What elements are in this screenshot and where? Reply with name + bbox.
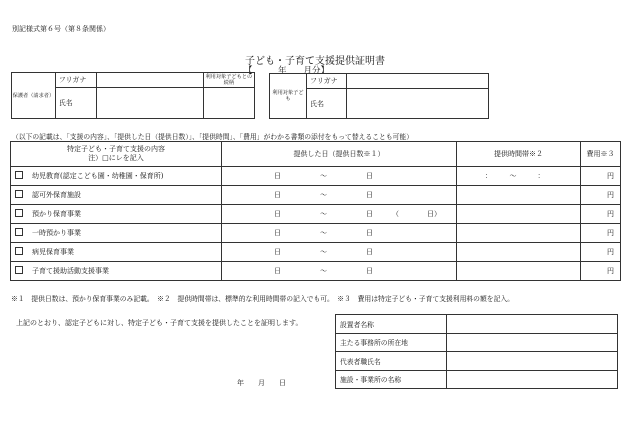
days-cell[interactable] bbox=[222, 205, 457, 224]
support-table bbox=[10, 141, 621, 281]
child-furigana-label: フリガナ bbox=[307, 74, 347, 89]
support-type-cell bbox=[11, 186, 222, 205]
facility-label: 代表者職氏名 bbox=[336, 352, 447, 371]
table-row bbox=[11, 205, 621, 224]
table-row bbox=[11, 224, 621, 243]
facility-value[interactable] bbox=[447, 315, 618, 334]
day-start-unit: 日 bbox=[274, 191, 281, 199]
cost-cell[interactable]: 円 bbox=[581, 205, 621, 224]
header-cost: 費用※３ bbox=[581, 142, 621, 167]
header-col1-text: 特定子ども・子育て支援の内容 bbox=[67, 145, 165, 153]
support-type-cell bbox=[11, 224, 222, 243]
time-cell[interactable] bbox=[457, 262, 581, 281]
support-type-cell bbox=[11, 243, 222, 262]
guardian-furigana-field[interactable] bbox=[96, 73, 203, 88]
day-count: （ 日） bbox=[392, 210, 441, 218]
checkbox[interactable] bbox=[15, 190, 23, 198]
facility-value[interactable] bbox=[447, 370, 618, 389]
time-cell[interactable] bbox=[457, 243, 581, 262]
facility-value[interactable] bbox=[447, 333, 618, 352]
facility-row bbox=[336, 352, 618, 371]
days-cell[interactable] bbox=[222, 224, 457, 243]
guardian-name-label: 氏名 bbox=[55, 88, 96, 119]
facility-row bbox=[336, 315, 618, 334]
range-tilde: ～ bbox=[320, 248, 327, 256]
support-type-label: 一時預かり事業 bbox=[32, 229, 81, 237]
table-row bbox=[11, 167, 621, 186]
time-cell[interactable] bbox=[457, 186, 581, 205]
day-end-unit: 日 bbox=[366, 267, 373, 275]
days-cell[interactable] bbox=[222, 262, 457, 281]
day-end-unit: 日 bbox=[366, 191, 373, 199]
range-tilde: ～ bbox=[320, 229, 327, 237]
facility-value[interactable] bbox=[447, 352, 618, 371]
support-type-label: 子育て援助活動支援事業 bbox=[32, 267, 109, 275]
day-end-unit: 日 bbox=[366, 210, 373, 218]
range-tilde: ～ bbox=[320, 210, 327, 218]
time-range: ： ～ ： bbox=[485, 172, 545, 180]
facility-label: 設置者名称 bbox=[336, 315, 447, 334]
support-type-cell bbox=[11, 205, 222, 224]
time-cell[interactable] bbox=[457, 224, 581, 243]
day-start-unit: 日 bbox=[274, 267, 281, 275]
cost-cell[interactable]: 円 bbox=[581, 262, 621, 281]
facility-label: 施設・事業所の名称 bbox=[336, 370, 447, 389]
range-tilde: ～ bbox=[320, 172, 327, 180]
support-type-label: 預かり保育事業 bbox=[32, 210, 81, 218]
checkbox[interactable] bbox=[15, 266, 23, 274]
attachment-note: （以下の記載は、「支援の内容」、「提供した日（提供日数）」、「提供時間」、「費用」がわかる書類の添付をもって替えることも可能） bbox=[12, 133, 414, 141]
table-row bbox=[11, 186, 621, 205]
header-col1-sub: 注）□にレを記入 bbox=[88, 154, 144, 162]
day-end-unit: 日 bbox=[366, 229, 373, 237]
relationship-label: 利用対象子どもとの続柄 bbox=[203, 73, 254, 88]
guardian-furigana-label: フリガナ bbox=[55, 73, 96, 88]
day-start-unit: 日 bbox=[274, 172, 281, 180]
guardian-side-label: 保護者（請求者） bbox=[12, 73, 56, 119]
checkbox[interactable] bbox=[15, 209, 23, 217]
relationship-field[interactable] bbox=[203, 88, 254, 119]
checkbox[interactable] bbox=[15, 228, 23, 236]
issue-date: 年 月 日 bbox=[237, 379, 286, 387]
table-row bbox=[11, 262, 621, 281]
facility-table bbox=[335, 314, 618, 389]
table-row bbox=[11, 243, 621, 262]
form-id: 別記様式第６号（第８条関係） bbox=[12, 25, 110, 33]
day-end-unit: 日 bbox=[366, 172, 373, 180]
support-type-cell bbox=[11, 167, 222, 186]
support-type-cell bbox=[11, 262, 222, 281]
time-cell[interactable] bbox=[457, 205, 581, 224]
day-start-unit: 日 bbox=[274, 229, 281, 237]
certification-text: 上記のとおり、認定子どもに対し、特定子ども・子育て支援を提供したことを証明します。 bbox=[16, 319, 303, 327]
header-time: 提供時間帯※２ bbox=[457, 142, 581, 167]
child-table bbox=[269, 73, 489, 119]
support-type-label: 認可外保育施設 bbox=[32, 191, 81, 199]
cost-cell[interactable]: 円 bbox=[581, 224, 621, 243]
support-type-label: 幼児教育(認定こども園・幼稚園・保育所) bbox=[32, 172, 164, 180]
page-title: 子ども・子育て支援提供証明書 bbox=[245, 56, 385, 67]
days-cell[interactable] bbox=[222, 243, 457, 262]
guardian-table bbox=[11, 72, 255, 119]
footnote: ※１ 提供日数は、預かり保育事業のみ記載。 ※２ 提供時間帯は、標準的な利用時間帯の記入でも可。 ※３ 費用は特定子ども・子育て支援利用料の額を記入。 bbox=[11, 295, 514, 303]
guardian-name-field[interactable] bbox=[96, 88, 203, 119]
days-cell[interactable] bbox=[222, 186, 457, 205]
time-cell[interactable] bbox=[457, 167, 581, 186]
header-days: 提供した日（提供日数※１） bbox=[222, 142, 457, 167]
checkbox[interactable] bbox=[15, 247, 23, 255]
day-end-unit: 日 bbox=[366, 248, 373, 256]
day-start-unit: 日 bbox=[274, 210, 281, 218]
checkbox[interactable] bbox=[15, 171, 23, 179]
days-cell[interactable] bbox=[222, 167, 457, 186]
child-side-label: 利用対象子ども bbox=[270, 74, 307, 119]
child-name-label: 氏名 bbox=[307, 89, 347, 119]
year-month: 【 年 月分】 bbox=[244, 66, 330, 76]
header-support-content bbox=[11, 142, 222, 167]
cost-cell[interactable]: 円 bbox=[581, 243, 621, 262]
facility-row bbox=[336, 370, 618, 389]
facility-row bbox=[336, 333, 618, 352]
cost-cell[interactable]: 円 bbox=[581, 186, 621, 205]
day-start-unit: 日 bbox=[274, 248, 281, 256]
range-tilde: ～ bbox=[320, 267, 327, 275]
child-name-field[interactable] bbox=[347, 89, 489, 119]
range-tilde: ～ bbox=[320, 191, 327, 199]
facility-label: 主たる事務所の所在地 bbox=[336, 333, 447, 352]
cost-cell[interactable]: 円 bbox=[581, 167, 621, 186]
child-furigana-field[interactable] bbox=[347, 74, 489, 89]
support-type-label: 病児保育事業 bbox=[32, 248, 74, 256]
